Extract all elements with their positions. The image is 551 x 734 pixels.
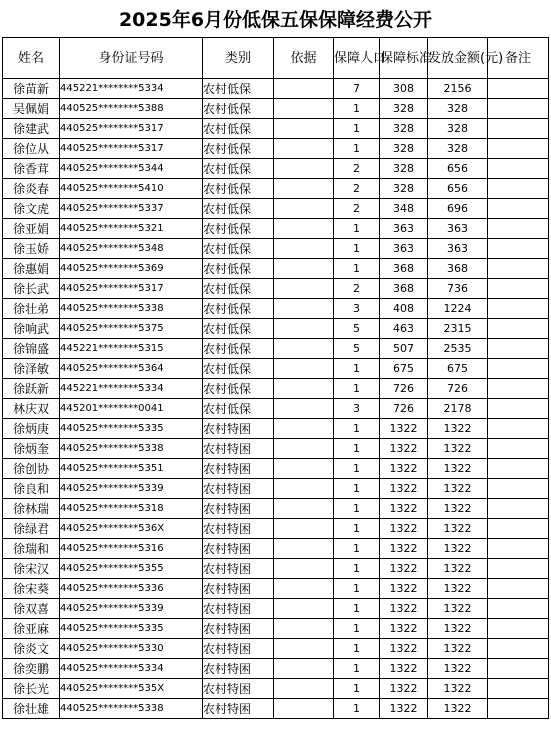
table-row: [3, 299, 549, 319]
cell-remark: [488, 259, 549, 279]
cell-remark: [488, 239, 549, 259]
cell-name: 徐文虎: [3, 199, 60, 219]
table-row: [3, 319, 549, 339]
cell-standard: 328: [380, 119, 428, 139]
cell-category: 农村特困: [203, 539, 274, 559]
cell-id-number: 440525********5337: [60, 199, 203, 219]
cell-amount: 1322: [428, 619, 488, 639]
cell-remark: [488, 499, 549, 519]
cell-id-number: 440525********5351: [60, 459, 203, 479]
cell-id-number: 445201********0041: [60, 399, 203, 419]
table-row: [3, 519, 549, 539]
cell-amount: 726: [428, 379, 488, 399]
cell-standard: 507: [380, 339, 428, 359]
cell-category: 农村特困: [203, 479, 274, 499]
cell-remark: [488, 339, 549, 359]
cell-name: 徐炎春: [3, 179, 60, 199]
cell-remark: [488, 279, 549, 299]
cell-basis: [274, 619, 334, 639]
table-row: [3, 259, 549, 279]
cell-remark: [488, 579, 549, 599]
cell-remark: [488, 459, 549, 479]
cell-name: 徐炳奎: [3, 439, 60, 459]
header-persons: 保障人口: [334, 38, 380, 79]
cell-basis: [274, 399, 334, 419]
cell-id-number: 440525********5388: [60, 99, 203, 119]
cell-standard: 1322: [380, 619, 428, 639]
cell-remark: [488, 199, 549, 219]
table-row: [3, 99, 549, 119]
cell-amount: 1322: [428, 459, 488, 479]
cell-persons: 5: [334, 319, 380, 339]
cell-name: 徐亚娟: [3, 219, 60, 239]
cell-persons: 1: [334, 419, 380, 439]
cell-amount: 1322: [428, 659, 488, 679]
cell-amount: 363: [428, 239, 488, 259]
cell-standard: 308: [380, 79, 428, 99]
cell-persons: 1: [334, 259, 380, 279]
cell-persons: 3: [334, 399, 380, 419]
cell-amount: 2156: [428, 79, 488, 99]
cell-basis: [274, 559, 334, 579]
cell-amount: 1322: [428, 499, 488, 519]
cell-name: 徐良和: [3, 479, 60, 499]
cell-basis: [274, 599, 334, 619]
cell-basis: [274, 319, 334, 339]
cell-persons: 1: [334, 559, 380, 579]
cell-name: 徐惠娟: [3, 259, 60, 279]
cell-basis: [274, 459, 334, 479]
funding-table: [2, 37, 549, 719]
cell-category: 农村特困: [203, 599, 274, 619]
table-row: [3, 639, 549, 659]
cell-category: 农村低保: [203, 79, 274, 99]
table-row: [3, 279, 549, 299]
cell-id-number: 440525********5364: [60, 359, 203, 379]
cell-basis: [274, 379, 334, 399]
cell-remark: [488, 419, 549, 439]
cell-basis: [274, 679, 334, 699]
cell-category: 农村特困: [203, 459, 274, 479]
cell-basis: [274, 519, 334, 539]
cell-category: 农村特困: [203, 419, 274, 439]
cell-name: 徐瑞和: [3, 539, 60, 559]
cell-basis: [274, 359, 334, 379]
cell-standard: 328: [380, 179, 428, 199]
cell-standard: 368: [380, 279, 428, 299]
cell-remark: [488, 299, 549, 319]
cell-remark: [488, 179, 549, 199]
cell-name: 徐壮弟: [3, 299, 60, 319]
cell-category: 农村特困: [203, 679, 274, 699]
cell-persons: 1: [334, 619, 380, 639]
cell-standard: 726: [380, 379, 428, 399]
cell-amount: 656: [428, 159, 488, 179]
cell-name: 徐宋汉: [3, 559, 60, 579]
cell-standard: 1322: [380, 499, 428, 519]
table-row: [3, 599, 549, 619]
cell-name: 徐玉娇: [3, 239, 60, 259]
cell-remark: [488, 559, 549, 579]
cell-name: 徐宋葵: [3, 579, 60, 599]
cell-standard: 1322: [380, 539, 428, 559]
table-row: [3, 119, 549, 139]
cell-standard: 368: [380, 259, 428, 279]
cell-persons: 1: [334, 499, 380, 519]
cell-remark: [488, 379, 549, 399]
cell-remark: [488, 619, 549, 639]
cell-amount: 1322: [428, 519, 488, 539]
header-row: [3, 38, 549, 79]
cell-id-number: 440525********5338: [60, 439, 203, 459]
cell-id-number: 440525********536X: [60, 519, 203, 539]
cell-category: 农村特困: [203, 639, 274, 659]
cell-persons: 3: [334, 299, 380, 319]
cell-category: 农村低保: [203, 319, 274, 339]
cell-basis: [274, 479, 334, 499]
cell-name: 徐亚麻: [3, 619, 60, 639]
table-row: [3, 359, 549, 379]
cell-persons: 2: [334, 179, 380, 199]
cell-persons: 1: [334, 139, 380, 159]
cell-basis: [274, 119, 334, 139]
cell-amount: 328: [428, 139, 488, 159]
cell-persons: 2: [334, 199, 380, 219]
table-row: [3, 459, 549, 479]
cell-persons: 1: [334, 699, 380, 719]
cell-basis: [274, 339, 334, 359]
cell-remark: [488, 139, 549, 159]
cell-name: 徐长光: [3, 679, 60, 699]
cell-persons: 1: [334, 219, 380, 239]
cell-category: 农村低保: [203, 199, 274, 219]
table-row: [3, 579, 549, 599]
cell-id-number: 440525********5334: [60, 659, 203, 679]
cell-basis: [274, 699, 334, 719]
cell-category: 农村特困: [203, 619, 274, 639]
cell-id-number: 440525********5369: [60, 259, 203, 279]
cell-category: 农村低保: [203, 359, 274, 379]
cell-id-number: 440525********5330: [60, 639, 203, 659]
cell-amount: 1322: [428, 559, 488, 579]
cell-persons: 7: [334, 79, 380, 99]
cell-name: 徐响武: [3, 319, 60, 339]
table-row: [3, 659, 549, 679]
cell-remark: [488, 659, 549, 679]
cell-standard: 1322: [380, 419, 428, 439]
cell-category: 农村低保: [203, 159, 274, 179]
cell-remark: [488, 399, 549, 419]
cell-amount: 328: [428, 99, 488, 119]
cell-standard: 1322: [380, 639, 428, 659]
cell-standard: 1322: [380, 559, 428, 579]
cell-remark: [488, 79, 549, 99]
cell-persons: 1: [334, 119, 380, 139]
table-row: [3, 239, 549, 259]
cell-category: 农村特困: [203, 499, 274, 519]
cell-remark: [488, 359, 549, 379]
cell-category: 农村低保: [203, 139, 274, 159]
table-row: [3, 439, 549, 459]
cell-amount: 2315: [428, 319, 488, 339]
cell-amount: 1322: [428, 579, 488, 599]
cell-persons: 5: [334, 339, 380, 359]
cell-remark: [488, 679, 549, 699]
cell-category: 农村低保: [203, 239, 274, 259]
cell-basis: [274, 99, 334, 119]
cell-name: 徐建武: [3, 119, 60, 139]
cell-standard: 408: [380, 299, 428, 319]
cell-name: 徐奕鹏: [3, 659, 60, 679]
cell-name: 徐香茸: [3, 159, 60, 179]
cell-id-number: 445221********5315: [60, 339, 203, 359]
cell-name: 徐绿君: [3, 519, 60, 539]
cell-id-number: 440525********5339: [60, 599, 203, 619]
cell-standard: 1322: [380, 659, 428, 679]
cell-standard: 1322: [380, 679, 428, 699]
cell-category: 农村低保: [203, 279, 274, 299]
cell-standard: 1322: [380, 459, 428, 479]
cell-persons: 1: [334, 579, 380, 599]
cell-id-number: 445221********5334: [60, 79, 203, 99]
cell-standard: 328: [380, 139, 428, 159]
header-remark: 备注: [488, 38, 549, 79]
cell-persons: 1: [334, 599, 380, 619]
table-row: [3, 399, 549, 419]
cell-id-number: 440525********5355: [60, 559, 203, 579]
cell-name: 徐苗新: [3, 79, 60, 99]
table-row: [3, 219, 549, 239]
cell-name: 徐泽敏: [3, 359, 60, 379]
cell-standard: 328: [380, 99, 428, 119]
cell-remark: [488, 99, 549, 119]
cell-persons: 1: [334, 359, 380, 379]
cell-basis: [274, 659, 334, 679]
cell-name: 林庆双: [3, 399, 60, 419]
cell-id-number: 440525********5348: [60, 239, 203, 259]
cell-amount: 1322: [428, 699, 488, 719]
cell-basis: [274, 639, 334, 659]
table-row: [3, 139, 549, 159]
cell-name: 徐位从: [3, 139, 60, 159]
cell-category: 农村低保: [203, 119, 274, 139]
cell-category: 农村特困: [203, 559, 274, 579]
cell-id-number: 440525********535X: [60, 679, 203, 699]
cell-id-number: 440525********5321: [60, 219, 203, 239]
cell-amount: 363: [428, 219, 488, 239]
cell-name: 徐炳庚: [3, 419, 60, 439]
cell-amount: 1322: [428, 639, 488, 659]
cell-remark: [488, 639, 549, 659]
cell-remark: [488, 479, 549, 499]
cell-id-number: 440525********5316: [60, 539, 203, 559]
cell-category: 农村低保: [203, 99, 274, 119]
cell-amount: 328: [428, 119, 488, 139]
cell-amount: 1322: [428, 599, 488, 619]
cell-basis: [274, 259, 334, 279]
cell-remark: [488, 159, 549, 179]
cell-remark: [488, 219, 549, 239]
cell-category: 农村特困: [203, 579, 274, 599]
cell-persons: 1: [334, 439, 380, 459]
cell-persons: 2: [334, 279, 380, 299]
cell-name: 徐炎文: [3, 639, 60, 659]
table-row: [3, 699, 549, 719]
cell-category: 农村低保: [203, 399, 274, 419]
cell-standard: 363: [380, 239, 428, 259]
header-standard: 保障标准: [380, 38, 428, 79]
cell-amount: 2535: [428, 339, 488, 359]
cell-persons: 1: [334, 519, 380, 539]
cell-amount: 1322: [428, 679, 488, 699]
cell-persons: 1: [334, 459, 380, 479]
cell-persons: 1: [334, 539, 380, 559]
cell-name: 徐跃新: [3, 379, 60, 399]
cell-id-number: 440525********5317: [60, 119, 203, 139]
cell-basis: [274, 139, 334, 159]
page-title: 2025年6月份低保五保保障经费公开: [118, 9, 433, 31]
cell-standard: 1322: [380, 699, 428, 719]
cell-category: 农村低保: [203, 179, 274, 199]
cell-id-number: 440525********5317: [60, 139, 203, 159]
cell-persons: 2: [334, 159, 380, 179]
cell-category: 农村低保: [203, 259, 274, 279]
cell-amount: 1322: [428, 439, 488, 459]
cell-amount: 368: [428, 259, 488, 279]
cell-basis: [274, 79, 334, 99]
table-row: [3, 539, 549, 559]
cell-id-number: 440525********5338: [60, 699, 203, 719]
header-amount: 发放金额(元): [428, 38, 488, 79]
cell-category: 农村低保: [203, 219, 274, 239]
cell-basis: [274, 419, 334, 439]
cell-category: 农村特困: [203, 519, 274, 539]
cell-standard: 1322: [380, 519, 428, 539]
table-row: [3, 79, 549, 99]
cell-standard: 1322: [380, 479, 428, 499]
cell-persons: 1: [334, 379, 380, 399]
cell-id-number: 440525********5335: [60, 419, 203, 439]
cell-amount: 696: [428, 199, 488, 219]
cell-basis: [274, 239, 334, 259]
cell-persons: 1: [334, 679, 380, 699]
cell-amount: 1322: [428, 419, 488, 439]
cell-standard: 363: [380, 219, 428, 239]
cell-persons: 1: [334, 239, 380, 259]
cell-name: 徐创协: [3, 459, 60, 479]
cell-basis: [274, 299, 334, 319]
cell-remark: [488, 319, 549, 339]
cell-id-number: 440525********5318: [60, 499, 203, 519]
table-row: [3, 619, 549, 639]
cell-id-number: 440525********5339: [60, 479, 203, 499]
cell-remark: [488, 119, 549, 139]
cell-basis: [274, 219, 334, 239]
cell-id-number: 440525********5375: [60, 319, 203, 339]
cell-remark: [488, 519, 549, 539]
table-row: [3, 339, 549, 359]
cell-name: 徐锦盛: [3, 339, 60, 359]
cell-amount: 1224: [428, 299, 488, 319]
cell-basis: [274, 499, 334, 519]
header-name: 姓名: [3, 38, 60, 79]
cell-persons: 1: [334, 99, 380, 119]
cell-name: 徐长武: [3, 279, 60, 299]
cell-name: 徐双喜: [3, 599, 60, 619]
cell-amount: 736: [428, 279, 488, 299]
cell-persons: 1: [334, 639, 380, 659]
table-row: [3, 199, 549, 219]
cell-basis: [274, 539, 334, 559]
cell-amount: 1322: [428, 539, 488, 559]
table-row: [3, 419, 549, 439]
cell-id-number: 440525********5410: [60, 179, 203, 199]
cell-remark: [488, 699, 549, 719]
cell-standard: 1322: [380, 439, 428, 459]
cell-basis: [274, 199, 334, 219]
header-category: 类别: [203, 38, 274, 79]
cell-id-number: 440525********5336: [60, 579, 203, 599]
table-row: [3, 499, 549, 519]
cell-id-number: 440525********5335: [60, 619, 203, 639]
cell-id-number: 440525********5344: [60, 159, 203, 179]
cell-standard: 328: [380, 159, 428, 179]
table-row: [3, 559, 549, 579]
cell-name: 徐林瑞: [3, 499, 60, 519]
cell-basis: [274, 179, 334, 199]
cell-standard: 1322: [380, 599, 428, 619]
cell-amount: 656: [428, 179, 488, 199]
table-row: [3, 479, 549, 499]
cell-category: 农村低保: [203, 379, 274, 399]
cell-standard: 726: [380, 399, 428, 419]
cell-category: 农村特困: [203, 659, 274, 679]
cell-name: 徐壮雄: [3, 699, 60, 719]
cell-remark: [488, 599, 549, 619]
cell-standard: 1322: [380, 579, 428, 599]
cell-id-number: 440525********5338: [60, 299, 203, 319]
cell-remark: [488, 539, 549, 559]
cell-persons: 1: [334, 479, 380, 499]
table-row: [3, 679, 549, 699]
cell-amount: 675: [428, 359, 488, 379]
table-row: [3, 179, 549, 199]
header-id: 身份证号码: [60, 38, 203, 79]
cell-basis: [274, 579, 334, 599]
cell-persons: 1: [334, 659, 380, 679]
table-row: [3, 159, 549, 179]
cell-id-number: 445221********5334: [60, 379, 203, 399]
header-basis: 依据: [274, 38, 334, 79]
cell-category: 农村低保: [203, 299, 274, 319]
cell-category: 农村低保: [203, 339, 274, 359]
cell-amount: 1322: [428, 479, 488, 499]
cell-standard: 348: [380, 199, 428, 219]
cell-remark: [488, 439, 549, 459]
cell-basis: [274, 159, 334, 179]
cell-category: 农村特困: [203, 699, 274, 719]
cell-basis: [274, 279, 334, 299]
table-row: [3, 379, 549, 399]
cell-amount: 2178: [428, 399, 488, 419]
cell-standard: 675: [380, 359, 428, 379]
cell-name: 吴佩娟: [3, 99, 60, 119]
cell-id-number: 440525********5317: [60, 279, 203, 299]
cell-basis: [274, 439, 334, 459]
cell-standard: 463: [380, 319, 428, 339]
cell-category: 农村特困: [203, 439, 274, 459]
